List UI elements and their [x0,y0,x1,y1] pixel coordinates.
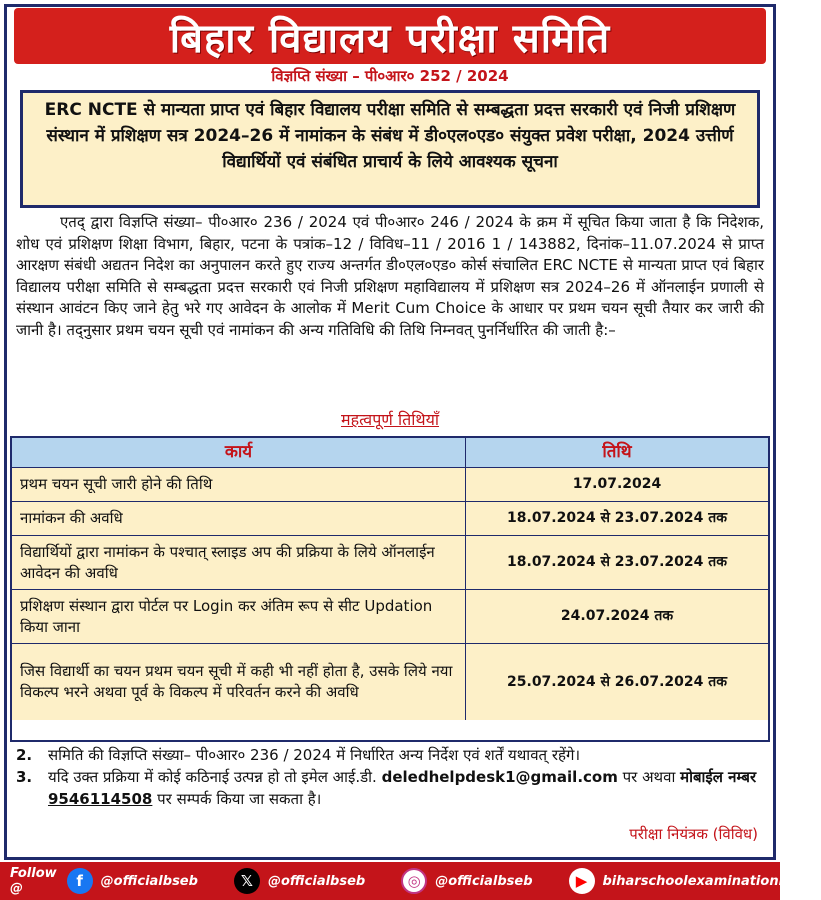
body-paragraph: एतद् द्वारा विज्ञप्ति संख्या– पी०आर० 236 / 2024 एवं पी०आर० 246 / 2024 के क्रम में सूचित किया जाता है कि निदेशक, शोध एवं प्रशिक्षण शिक्षा विभाग, बिहार, पटना के पत्रांक–12 / विविध–11 / 2016 1 / 143882, दिनांक–11.07.2024 से प्राप्त आरक्षण संबंधी अद्यतन निदेश का अनुपालन करते हुए राज्य अन्तर्गत डी०एल०एड० कोर्स संचालित ERC NCTE से मान्यता प्राप्त एवं बिहार विद्यालय परीक्षा समिति से सम्बद्धता प्रदत्त सरकारी एवं निजी प्रशिक्षण महाविद्यालय में प्रशिक्षण सत्र 2024–26 में ऑनलाईन प्रणाली से संस्थान आवंटन किए जाने हेतु भरे गए आवेदन के आलोक में Merit Cum Choice के आधार पर प्रथम चयन सूची तैयार कर जारी की जानी है। तद्नुसार प्रथम चयन सूची एवं नामांकन की अन्य गतिविधि की तिथि निम्नवत् पुनर्निर्धारित की जाती है:– [16,213,764,339]
table-row-date: 18.07.2024 से 23.07.2024 तक [466,502,768,536]
point-text-before: यदि उक्त प्रक्रिया में कोई कठिनाई उत्पन्न हो तो इमेल आई.डी. [48,768,377,786]
point-text-after: पर सम्पर्क किया जा सकता है। [157,790,322,808]
table-row-task: नामांकन की अवधि [12,502,466,536]
point-2 [16,744,764,766]
dates-table [10,436,770,742]
point-text [48,766,764,810]
mobile-label: मोबाईल नम्बर [680,768,757,786]
follow-label: Follow @ [10,866,57,896]
youtube-icon[interactable]: ▶ [569,868,595,894]
table-row-task: प्रशिक्षण संस्थान द्वारा पोर्टल पर Login कर अंतिम रूप से सीट Updation किया जाना [12,590,466,644]
table-row-date: 17.07.2024 [466,468,768,502]
instagram-handle[interactable]: @officialbseb [435,873,533,889]
table-header-task: कार्य [12,438,466,468]
table-header-date: तिथि [466,438,768,468]
x-handle[interactable]: @officialbseb [267,873,366,889]
point-number: 2. [16,746,33,764]
youtube-handle[interactable]: biharschoolexaminationboard [602,873,821,889]
subject-box: ERC NCTE से मान्यता प्राप्त एवं बिहार विद्यालय परीक्षा समिति से सम्बद्धता प्रदत्त सरकारी एवं निजी प्रशिक्षण संस्थान में प्रशिक्षण सत्र 2024–26 में नामांकन के संबंध में डी०एल०एड० संयुक्त प्रवेश परीक्षा, 2024 उत्तीर्ण विद्यार्थियों एवं संबंधित प्राचार्य के लिये आवश्यक सूचना [20,90,760,208]
notice-number: विज्ञप्ति संख्या – पी०आर० 252 / 2024 [271,67,509,85]
facebook-icon[interactable]: f [67,868,93,894]
table-row-date: 18.07.2024 से 23.07.2024 तक [466,536,768,590]
table-row-task: विद्यार्थियों द्वारा नामांकन के पश्चात् स्लाइड अप की प्रक्रिया के लिये ऑनलाईन आवेदन की अवधि [12,536,466,590]
table-row-task: प्रथम चयन सूची जारी होने की तिथि [12,468,466,502]
point-text: समिति की विज्ञप्ति संख्या– पी०आर० 236 / 2024 में निर्धारित अन्य निर्देश एवं शर्तें यथावत् रहेंगे। [48,746,581,764]
x-icon[interactable]: 𝕏 [234,868,260,894]
table-row-task: जिस विद्यार्थी का चयन प्रथम चयन सूची में कही भी नहीं होता है, उसके लिये नया विकल्प भरने अथवा पूर्व के विकल्प में परिवर्तन करने की अवधि [12,644,466,720]
page-title: बिहार विद्यालय परीक्षा समिति [14,8,766,64]
social-bar [0,862,821,900]
point-text-mid: पर अथवा [622,768,676,786]
point-3 [16,766,764,810]
helpdesk-email-link[interactable]: deledhelpdesk1@gmail.com [381,768,618,786]
helpdesk-mobile-link[interactable]: 9546114508 [48,790,153,808]
facebook-handle[interactable]: @officialbseb [100,873,198,889]
dates-heading: महत्वपूर्ण तिथियाँ [341,410,439,429]
point-number: 3. [16,768,33,786]
instagram-icon[interactable]: ◎ [401,868,427,894]
signature: परीक्षा नियंत्रक (विविध) [629,825,758,843]
table-row-date: 25.07.2024 से 26.07.2024 तक [466,644,768,720]
table-row-date: 24.07.2024 तक [466,590,768,644]
